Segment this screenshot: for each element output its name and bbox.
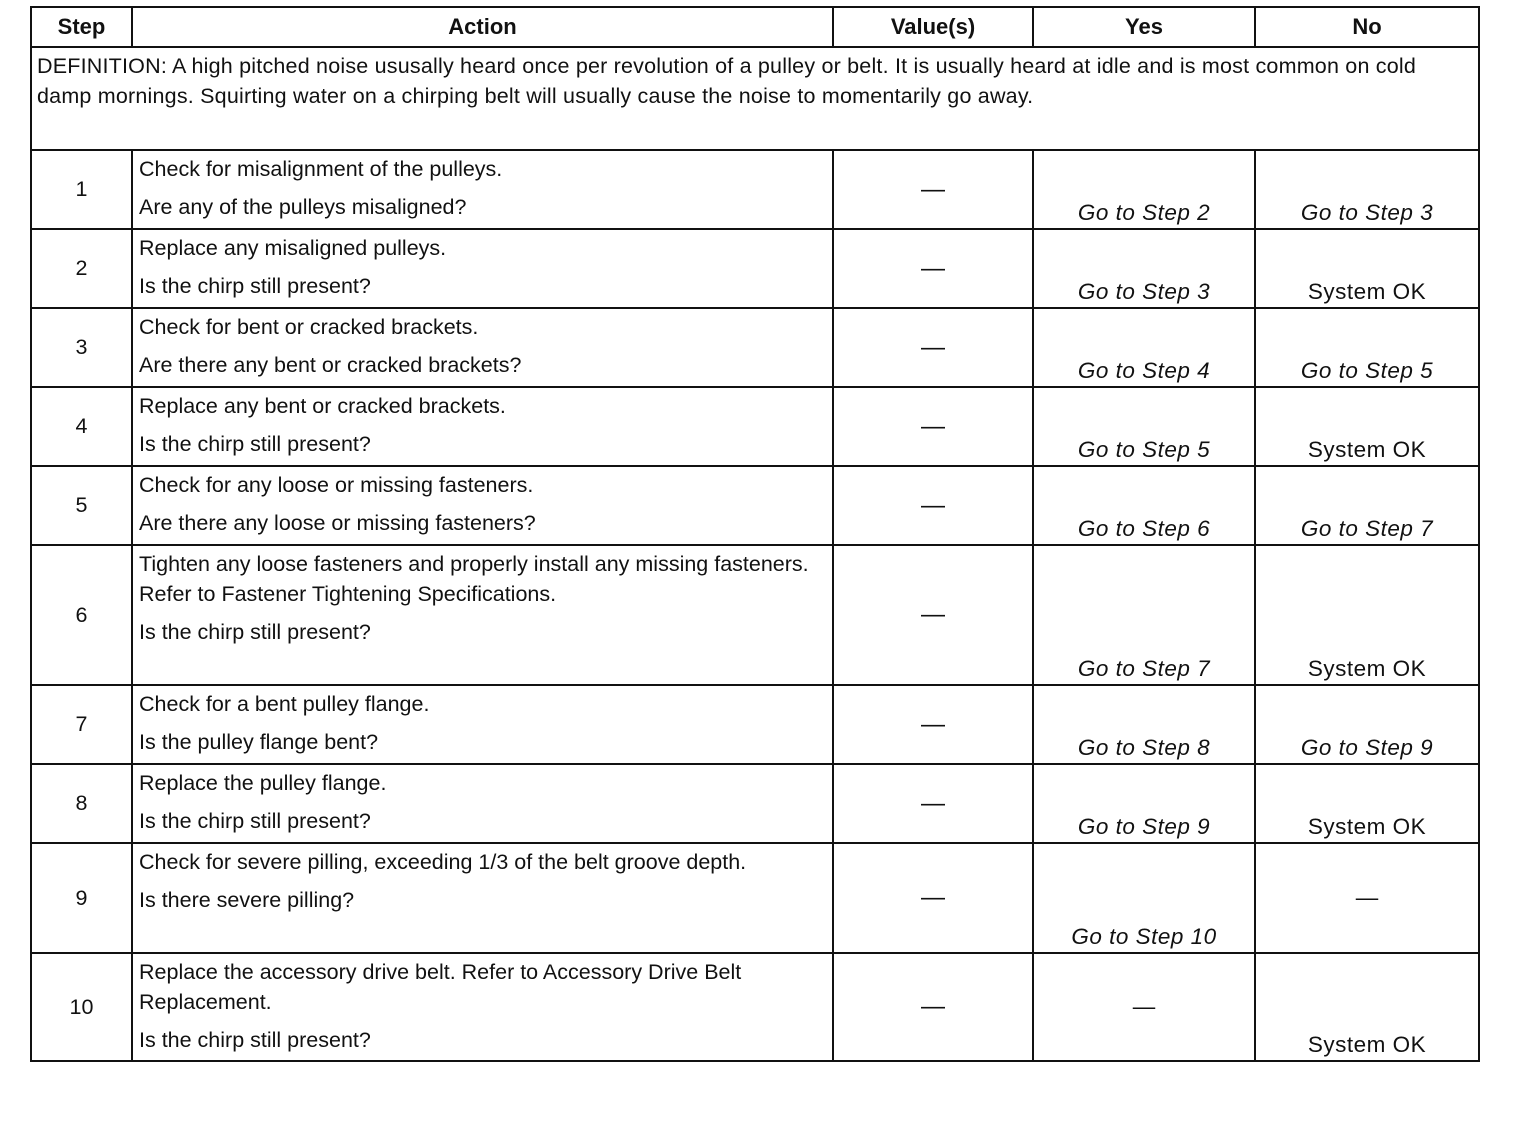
header-step: Step <box>31 7 132 47</box>
action-cell <box>132 545 833 685</box>
header-no: No <box>1255 7 1479 47</box>
action-cell <box>132 229 833 308</box>
action-question: Is the chirp still present? <box>139 1028 371 1052</box>
table-row <box>31 387 1479 466</box>
table-row <box>31 764 1479 843</box>
table-row <box>31 150 1479 229</box>
yes-result: Go to Step 7 <box>1033 545 1255 685</box>
value-cell: — <box>833 466 1033 545</box>
no-result: Go to Step 3 <box>1255 150 1479 229</box>
action-cell <box>132 308 833 387</box>
yes-result: Go to Step 10 <box>1033 843 1255 953</box>
step-number: 5 <box>31 466 132 545</box>
table-row <box>31 685 1479 764</box>
no-result: System OK <box>1255 229 1479 308</box>
diagnostic-table <box>30 6 1480 1062</box>
action-cell <box>132 764 833 843</box>
action-instruction: Replace any misaligned pulleys. <box>139 236 447 260</box>
definition-text: DEFINITION: A high pitched noise ususally heard once per revolution of a pulley or belt. It is usually heard at idle and is most common on cold damp mornings. Squirting water on a chirping belt will usually cause the noise to momentarily go away. <box>31 47 1479 150</box>
no-result: System OK <box>1255 387 1479 466</box>
header-yes: Yes <box>1033 7 1255 47</box>
no-result: Go to Step 7 <box>1255 466 1479 545</box>
header-action: Action <box>132 7 833 47</box>
no-result: System OK <box>1255 545 1479 685</box>
header-row <box>31 7 1479 47</box>
action-question: Are there any bent or cracked brackets? <box>139 353 522 377</box>
value-cell: — <box>833 387 1033 466</box>
step-number: 6 <box>31 545 132 685</box>
action-instruction: Check for misalignment of the pulleys. <box>139 157 503 181</box>
action-cell <box>132 387 833 466</box>
step-number: 8 <box>31 764 132 843</box>
action-question: Is the pulley flange bent? <box>139 730 379 754</box>
yes-result: Go to Step 6 <box>1033 466 1255 545</box>
yes-result: Go to Step 4 <box>1033 308 1255 387</box>
yes-result: — <box>1033 953 1255 1061</box>
no-result: Go to Step 9 <box>1255 685 1479 764</box>
value-cell: — <box>833 953 1033 1061</box>
table-row <box>31 545 1479 685</box>
step-number: 9 <box>31 843 132 953</box>
action-cell <box>132 953 833 1061</box>
step-number: 1 <box>31 150 132 229</box>
value-cell: — <box>833 229 1033 308</box>
yes-result: Go to Step 2 <box>1033 150 1255 229</box>
action-instruction: Replace the pulley flange. <box>139 771 387 795</box>
no-result: Go to Step 5 <box>1255 308 1479 387</box>
step-number: 2 <box>31 229 132 308</box>
yes-result: Go to Step 5 <box>1033 387 1255 466</box>
action-question: Is the chirp still present? <box>139 432 371 456</box>
value-cell: — <box>833 308 1033 387</box>
action-instruction: Tighten any loose fasteners and properly install any missing fasteners. Refer to Fastener Tightening Specifications. <box>139 552 809 606</box>
value-cell: — <box>833 150 1033 229</box>
table-row <box>31 229 1479 308</box>
action-instruction: Check for a bent pulley flange. <box>139 692 430 716</box>
table-row <box>31 308 1479 387</box>
table-row <box>31 953 1479 1061</box>
value-cell: — <box>833 764 1033 843</box>
step-number: 3 <box>31 308 132 387</box>
step-number: 4 <box>31 387 132 466</box>
value-cell: — <box>833 685 1033 764</box>
step-number: 7 <box>31 685 132 764</box>
no-result: System OK <box>1255 764 1479 843</box>
header-values: Value(s) <box>833 7 1033 47</box>
table-row <box>31 466 1479 545</box>
yes-result: Go to Step 3 <box>1033 229 1255 308</box>
action-question: Is the chirp still present? <box>139 274 371 298</box>
action-question: Is there severe pilling? <box>139 888 355 912</box>
no-result: System OK <box>1255 953 1479 1061</box>
action-cell <box>132 685 833 764</box>
action-question: Is the chirp still present? <box>139 620 371 644</box>
value-cell: — <box>833 545 1033 685</box>
action-cell <box>132 466 833 545</box>
yes-result: Go to Step 9 <box>1033 764 1255 843</box>
action-cell <box>132 843 833 953</box>
action-instruction: Check for bent or cracked brackets. <box>139 315 479 339</box>
action-question: Is the chirp still present? <box>139 809 371 833</box>
action-question: Are there any loose or missing fasteners? <box>139 511 536 535</box>
yes-result: Go to Step 8 <box>1033 685 1255 764</box>
table-row <box>31 843 1479 953</box>
step-number: 10 <box>31 953 132 1061</box>
no-result: — <box>1255 843 1479 953</box>
action-instruction: Check for any loose or missing fasteners. <box>139 473 534 497</box>
action-instruction: Check for severe pilling, exceeding 1/3 of the belt groove depth. <box>139 850 747 874</box>
value-cell: — <box>833 843 1033 953</box>
action-cell <box>132 150 833 229</box>
action-question: Are any of the pulleys misaligned? <box>139 195 467 219</box>
action-instruction: Replace the accessory drive belt. Refer to Accessory Drive Belt Replacement. <box>139 960 742 1014</box>
definition-row <box>31 47 1479 150</box>
action-instruction: Replace any bent or cracked brackets. <box>139 394 506 418</box>
